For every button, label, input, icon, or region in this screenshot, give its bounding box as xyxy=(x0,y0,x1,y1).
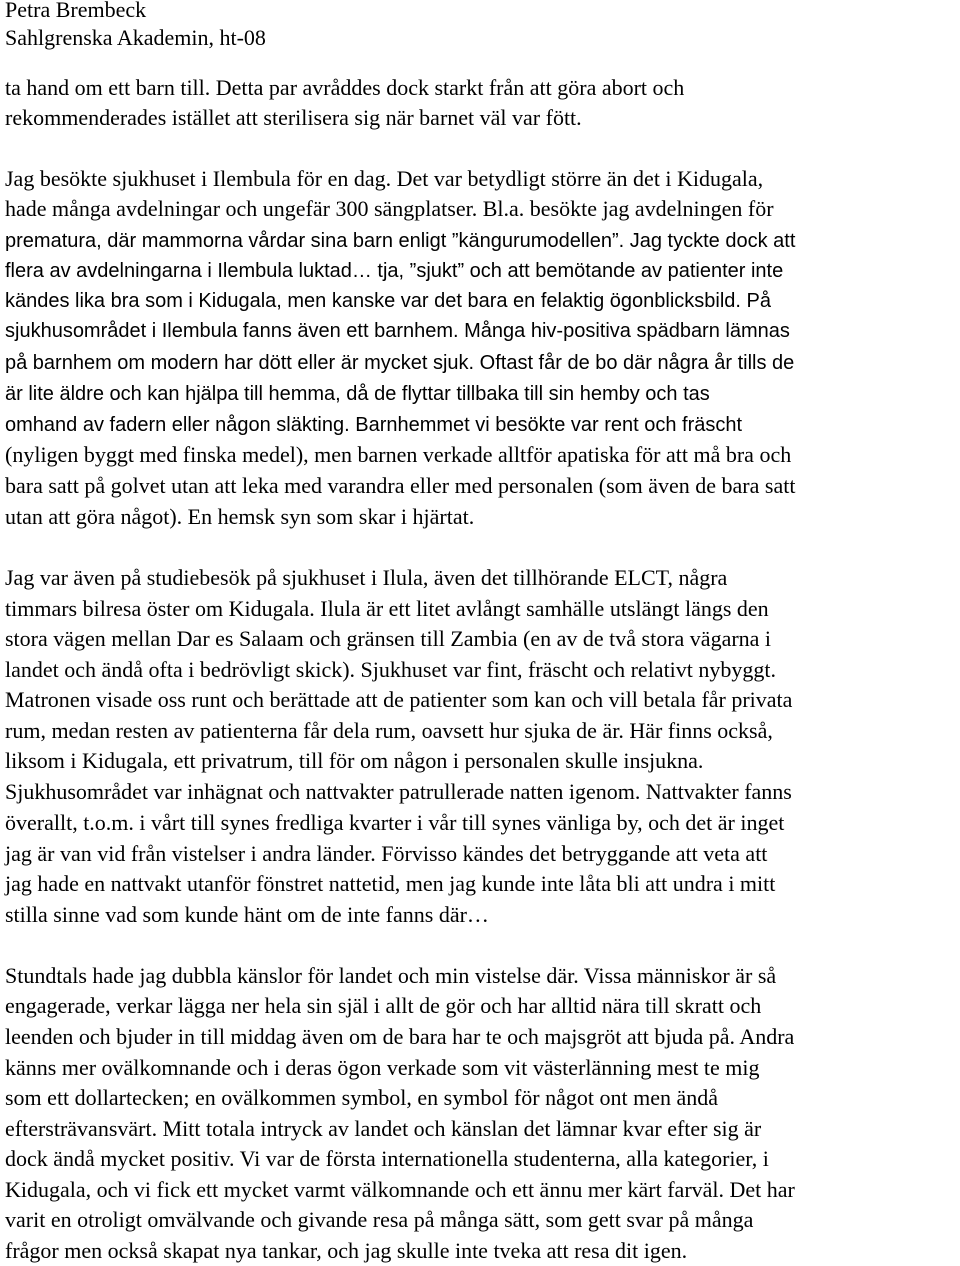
text-line: jag är van vid från vistelser i andra länder. Förvisso kändes det betryggande att veta att xyxy=(5,841,768,866)
text-line: överallt, t.o.m. i vårt till synes fredliga kvarter i vår till synes vänliga by, och det är inget xyxy=(5,810,785,835)
text-line: utan att göra något). En hemsk syn som skar i hjärtat. xyxy=(5,504,475,529)
text-line: Matronen visade oss runt och berättade att de patienter som kan och vill betala får privata xyxy=(5,687,793,712)
text-line: Kidugala, och vi fick ett mycket varmt välkomnande och ett ännu mer kärt farväl. Det har xyxy=(5,1177,795,1202)
text-line: kändes lika bra som i Kidugala, men kanske var det bara en felaktig ögonblicksbild. På xyxy=(5,290,771,312)
text-line: bara satt på golvet utan att leka med varandra eller med personalen (som även de bara satt xyxy=(5,473,796,498)
institution-line: Sahlgrenska Akademin, ht-08 xyxy=(5,25,266,50)
text-line: liksom i Kidugala, ett privatrum, till för om någon i personalen skulle insjukna. xyxy=(5,748,704,773)
text-line: leenden och bjuder in till middag även om de bara har te och majsgröt att bjuda på. Andra xyxy=(5,1024,795,1049)
text-line: jag hade en nattvakt utanför fönstret nattetid, men jag kunde inte låta bli att undra i mitt xyxy=(5,871,776,896)
text-line: eftersträvansvärt. Mitt totala intryck av landet och känslan det lämnar kvar efter sig är xyxy=(5,1116,762,1141)
text-line: landet och ändå ofta i bedrövligt skick). Sjukhuset var fint, fräscht och relativt nybyggt. xyxy=(5,657,777,682)
text-line: timmars bilresa öster om Kidugala. Ilula är ett litet avlångt samhälle utslängt längs den xyxy=(5,596,769,621)
text-line: Jag var även på studiebesök på sjukhuset i Ilula, även det tillhörande ELCT, några xyxy=(5,565,728,590)
text-line: stora vägen mellan Dar es Salaam och gränsen till Zambia (en av de två stora vägarna i xyxy=(5,626,772,651)
text-line: (nyligen byggt med finska medel), men barnen verkade alltför apatiska för att må bra och xyxy=(5,442,792,467)
text-line: hade många avdelningar och ungefär 300 sängplatser. Bl.a. besökte jag avdelningen för xyxy=(5,196,774,221)
text-line: frågor men också skapat nya tankar, och jag skulle inte tveka att resa dit igen. xyxy=(5,1238,688,1263)
text-line: omhand av fadern eller någon släkting. Barnhemmet vi besökte var rent och fräscht xyxy=(5,414,743,436)
text-line: känns mer ovälkomnande och i deras ögon verkade som vit västerlänning mest te mig xyxy=(5,1055,760,1080)
text-line: ta hand om ett barn till. Detta par avråddes dock starkt från att göra abort och xyxy=(5,75,685,100)
text-line: dock ändå mycket positiv. Vi var de första internationella studenterna, alla kategorier, i xyxy=(5,1146,769,1171)
text-line: rum, medan resten av patienterna får dela rum, oavsett hur sjuka de är. Här finns också, xyxy=(5,718,773,743)
text-line: flera av avdelningarna i Ilembula luktad… tja, ”sjukt” och att bemötande av patienter inte xyxy=(5,260,784,282)
text-line: Stundtals hade jag dubbla känslor för landet och min vistelse där. Vissa människor är så xyxy=(5,963,777,988)
document-header xyxy=(5,0,266,52)
author-name: Petra Brembeck xyxy=(5,0,147,22)
text-line: sjukhusområdet i Ilembula fanns även ett barnhem. Många hiv-positiva spädbarn lämnas xyxy=(5,320,790,342)
text-line: är lite äldre och kan hjälpa till hemma, då de flyttar tillbaka till sin hemby och tas xyxy=(5,383,710,405)
text-line: på barnhem om modern har dött eller är mycket sjuk. Oftast får de bo där några år tills de xyxy=(5,352,795,374)
text-line: Jag besökte sjukhuset i Ilembula för en dag. Det var betydligt större än det i Kidugala, xyxy=(5,166,764,191)
text-line: stilla sinne vad som kunde hänt om de inte fanns där… xyxy=(5,902,489,927)
text-line: rekommenderades istället att sterilisera sig när barnet väl var fött. xyxy=(5,105,582,130)
text-line: engagerade, verkar lägga ner hela sin själ i allt de gör och har alltid nära till skratt och xyxy=(5,993,762,1018)
text-line: som ett dollartecken; en ovälkommen symbol, en symbol för något ont men ändå xyxy=(5,1085,719,1110)
text-line: Sjukhusområdet var inhägnat och nattvakter patrullerade natten igenom. Nattvakter fanns xyxy=(5,779,792,804)
text-line: varit en otroligt omvälvande och givande resa på många sätt, som gett svar på många xyxy=(5,1207,754,1232)
text-line: prematura, där mammorna vårdar sina barn enligt ”kängurumodellen”. Jag tyckte dock att xyxy=(5,230,796,252)
